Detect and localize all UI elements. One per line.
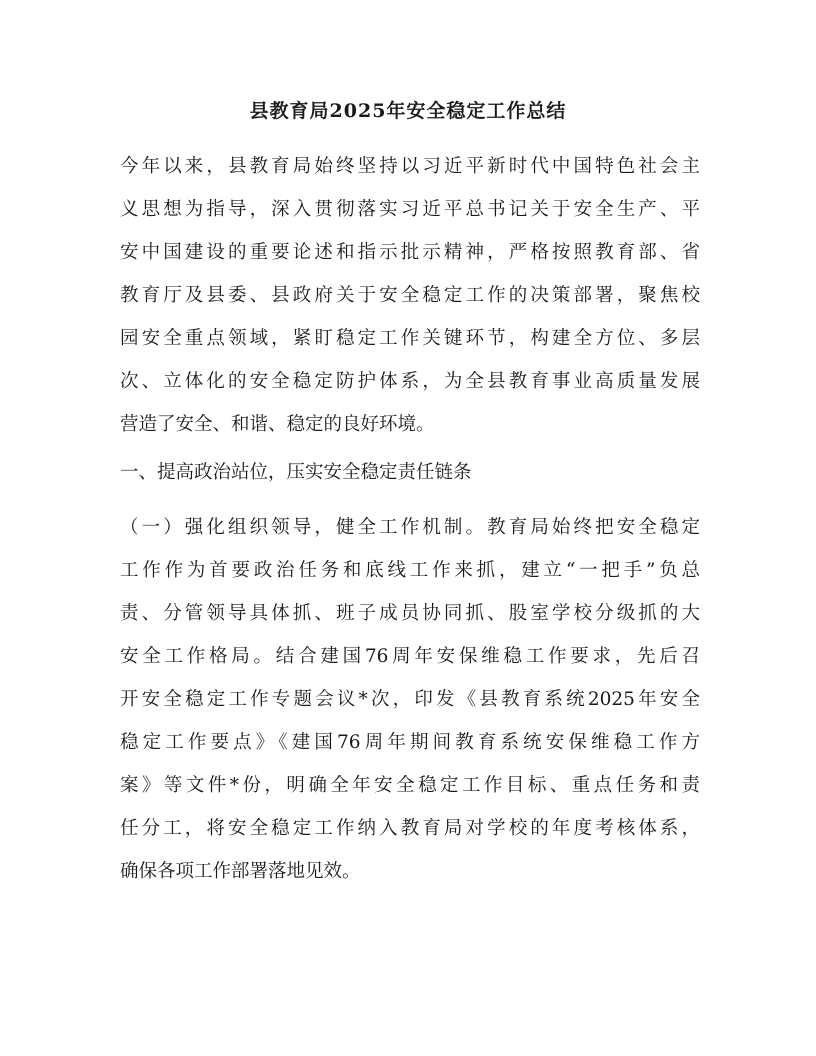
subsection-1-line-1: （一）强化组织领导，健全工作机制。教育局始终把安全稳定 — [120, 517, 700, 538]
intro-line-4: 教育厅及县委、县政府关于安全稳定工作的决策部署，聚焦校 — [120, 285, 700, 306]
subsection-1-line-4: 安全工作格局。结合建国76周年安保维稳工作要求，先后召 — [120, 646, 700, 667]
section-1-heading: 一、提高政治站位，压实安全稳定责任链条 — [120, 462, 472, 483]
intro-line-2: 义思想为指导，深入贯彻落实习近平总书记关于安全生产、平 — [120, 199, 700, 220]
intro-line-7: 营造了安全、和谐、稳定的良好环境。 — [120, 414, 435, 435]
intro-line-3: 安中国建设的重要论述和指示批示精神，严格按照教育部、省 — [120, 242, 700, 263]
intro-line-1: 今年以来，县教育局始终坚持以习近平新时代中国特色社会主 — [120, 156, 700, 177]
subsection-1-line-8: 任分工，将安全稳定工作纳入教育局对学校的年度考核体系， — [120, 818, 700, 839]
subsection-1-line-9: 确保各项工作部署落地见效。 — [120, 861, 361, 882]
subsection-1-line-5: 开安全稳定工作专题会议*次，印发《县教育系统2025年安全 — [120, 689, 700, 710]
subsection-1-line-2: 工作作为首要政治任务和底线工作来抓，建立“一把手”负总 — [120, 560, 700, 581]
subsection-1-line-7: 案》等文件*份，明确全年安全稳定工作目标、重点任务和责 — [120, 775, 700, 796]
subsection-1-line-6: 稳定工作要点》《建国76周年期间教育系统安保维稳工作方 — [120, 732, 700, 753]
document-title: 县教育局2025年安全稳定工作总结 — [249, 100, 567, 122]
subsection-1-line-3: 责、分管领导具体抓、班子成员协同抓、股室学校分级抓的大 — [120, 603, 700, 624]
intro-line-6: 次、立体化的安全稳定防护体系，为全县教育事业高质量发展 — [120, 371, 700, 392]
intro-line-5: 园安全重点领域，紧盯稳定工作关键环节，构建全方位、多层 — [120, 328, 700, 349]
